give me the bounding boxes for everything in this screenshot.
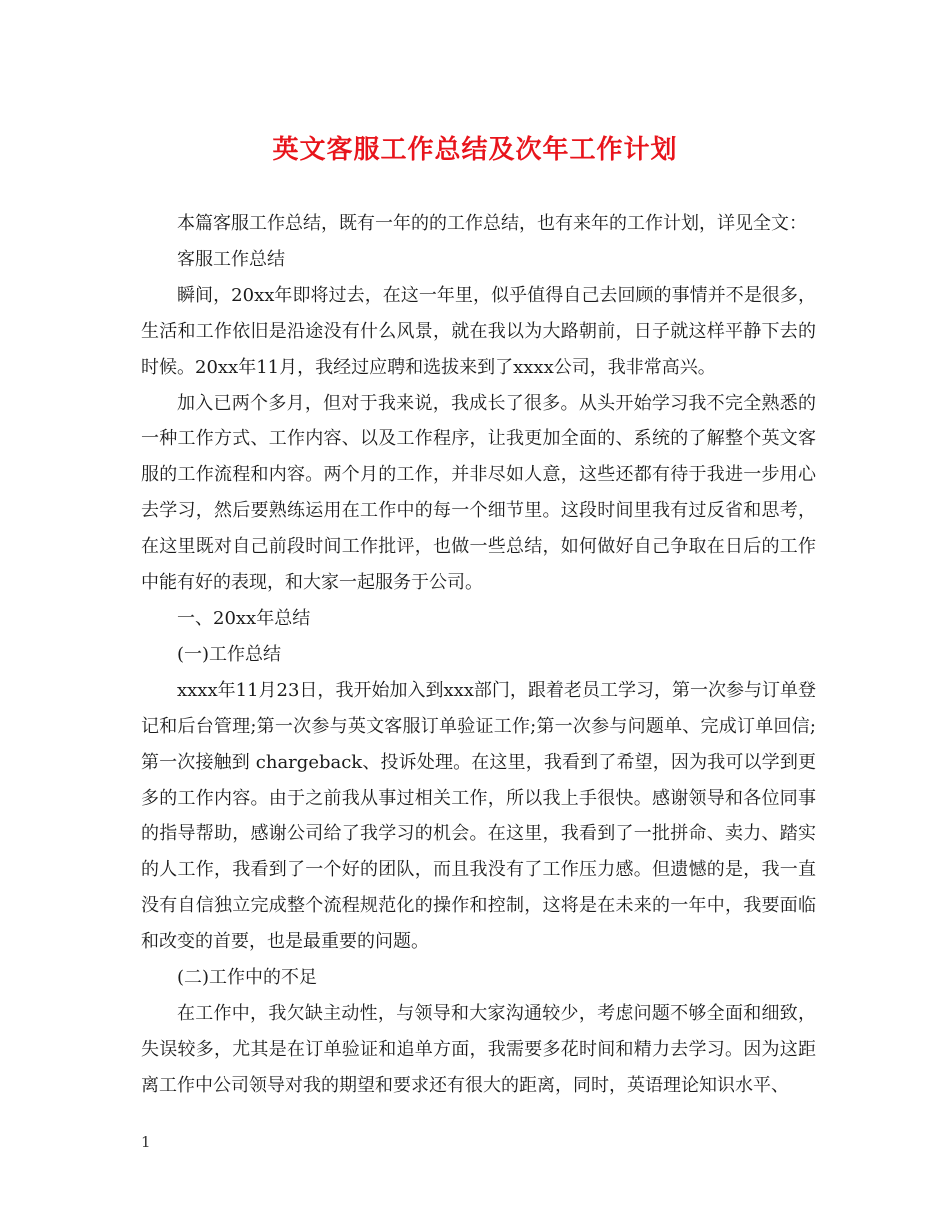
paragraph-intro: 本篇客服工作总结，既有一年的的工作总结，也有来年的工作计划，详见全文： [177,213,807,234]
paragraph: 加入已两个多月，但对于我来说，我成长了很多。从头开始学习我不完全熟悉的一种工作方式、工作内容、以及工作程序，让我更加全面的、系统的了解整个英文客服的工作流程和内容。两个月的工作，并非尽如人意，这些还都有待于我进一步用心去学习，然后要熟练运用在工作中的每一个细节里。这段时间里我有过反省和思考，在这里既对自己前段时间工作批评，也做一些总结，如何做好自己争取在日后的工作中能有好的表现，和大家一起服务于公司。 [141,392,816,594]
paragraph: 瞬间，20xx年即将过去，在这一年里，似乎值得自己去回顾的事情并不是很多，生活和工作依旧是沿途没有什么风景，就在我以为大路朝前，日子就这样平静下去的时候。20xx年11月，我经过应聘和选拔来到了xxxx公司，我非常高兴。 [141,284,816,378]
paragraph-heading-summary: 客服工作总结 [177,248,285,270]
subsection-heading: (一)工作总结 [177,643,282,665]
section-heading: 一、20xx年总结 [177,607,311,629]
page-number: 1 [141,1133,151,1151]
document-body [141,206,816,1104]
paragraph: 在工作中，我欠缺主动性，与领导和大家沟通较少，考虑问题不够全面和细致，失误较多，尤其是在订单验证和追单方面，我需要多花时间和精力去学习。因为这距离工作中公司领导对我的期望和要求还有很大的距离，同时，英语理论知识水平、 [141,1002,816,1096]
subsection-heading: (二)工作中的不足 [177,967,318,989]
paragraph: xxxx年11月23日，我开始加入到xxx部门，跟着老员工学习，第一次参与订单登记和后台管理;第一次参与英文客服订单验证工作;第一次参与问题单、完成订单回信;第一次接触到 chargeback、投诉处理。在这里，我看到了希望，因为我可以学到更多的工作内容。由于之前我从事过相关工作，所以我上手很快。感谢领导和各位同事的指导帮助，感谢公司给了我学习的机会。在这里，我看到了一批拼命、卖力、踏实的人工作，我看到了一个好的团队，而且我没有了工作压力感。但遗憾的是，我一直没有自信独立完成整个流程规范化的操作和控制，这将是在未来的一年中，我要面临和改变的首要，也是最重要的问题。 [141,679,816,953]
document-title: 英文客服工作总结及次年工作计划 [272,135,678,165]
